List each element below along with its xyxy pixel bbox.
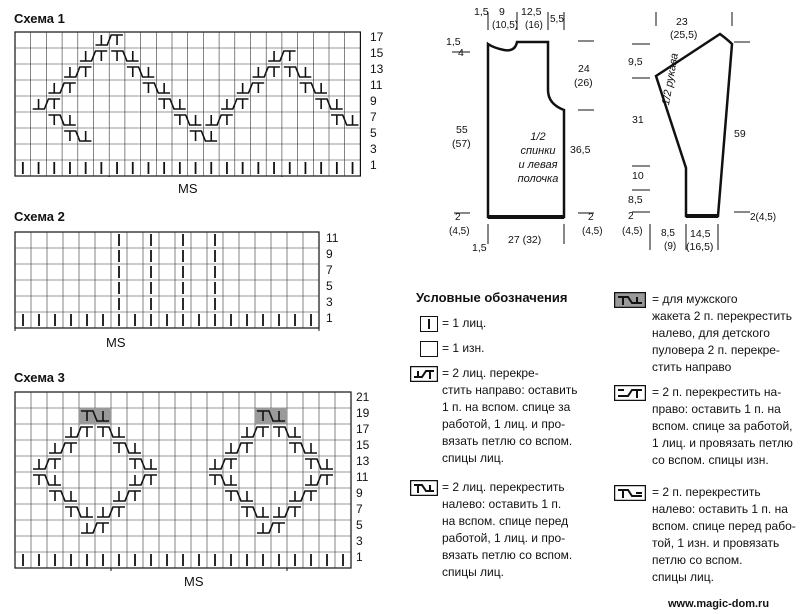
dim-right-b: 36,5 (570, 144, 591, 156)
legend-symbol-cross-right (410, 366, 438, 382)
dim-left-len2: (57) (452, 138, 471, 150)
row-number: 7 (326, 263, 333, 277)
body-label-line: спинки (520, 145, 556, 157)
sleeve-dim-left-a: 9,5 (628, 56, 643, 68)
scheme2-ms-label: MS (106, 335, 126, 350)
dim-top-c: 12,5 (521, 6, 542, 18)
legend-symbol-knit (420, 316, 438, 332)
sleeve-dim-right-bot: 2(4,5) (750, 212, 777, 223)
sleeve-dim-left-b: 31 (632, 114, 644, 126)
sleeve-dim-top2: (25,5) (670, 29, 698, 41)
dim-left-b: 4 (458, 47, 464, 59)
sleeve-dim-bot-b: 14,5 (690, 228, 711, 240)
row-number: 5 (326, 279, 333, 293)
legend-symbol-cross-right-purl (614, 385, 646, 401)
dim-top-b: 9 (499, 6, 505, 18)
dim-right-a2: (26) (574, 77, 593, 89)
dim-bot-left: 2 (455, 212, 461, 223)
dim-top-a: 1,5 (474, 6, 489, 18)
row-number: 3 (356, 534, 363, 548)
row-number: 15 (370, 46, 384, 60)
dim-left-len: 55 (456, 124, 468, 136)
row-number: 11 (326, 231, 339, 245)
row-number: 11 (370, 78, 383, 92)
scheme3-grid (14, 391, 354, 571)
sleeve-dim-bot-b2: (16,5) (686, 241, 714, 253)
legend-text-knit: = 1 лиц. (442, 316, 487, 330)
watermark: www.magic-dom.ru (668, 598, 770, 610)
scheme2-grid (14, 231, 324, 331)
sleeve-label: 1/2 рукава (660, 52, 681, 107)
row-number: 1 (370, 158, 377, 172)
scheme3-title: Схема 3 (14, 370, 65, 385)
row-number: 17 (370, 30, 384, 44)
legend-symbol-cross-gray (614, 292, 646, 308)
scheme2-title: Схема 2 (14, 209, 65, 224)
row-number: 9 (326, 247, 333, 261)
dim-top-b2: (10,5) (492, 20, 519, 31)
row-number: 3 (370, 142, 377, 156)
legend-text-cross-left-purl: = 2 п. перекрестить налево: оставить 1 п. на вспом. спице перед рабо- той, 1 изн. и провязать петлю со вспом. спицы лиц. (652, 485, 796, 584)
row-number: 17 (356, 422, 370, 436)
row-number: 1 (326, 311, 333, 325)
row-number: 7 (370, 110, 377, 124)
row-number: 5 (356, 518, 363, 532)
legend-text-cross-left: = 2 лиц. перекрестить налево: оставить 1 п. на вспом. спице перед работой, 1 лиц. и про- вязать петлю со вспом. спицы лиц. (442, 480, 573, 579)
legend-text-cross-gray: = для мужского жакета 2 п. перекрестить налево, для детского пуловера 2 п. перекре- стить направо (652, 292, 792, 374)
sleeve-dim-left-e: 2 (628, 211, 634, 222)
row-number: 7 (356, 502, 363, 516)
row-number: 5 (370, 126, 377, 140)
dim-right-a: 24 (578, 63, 590, 75)
legend-symbol-purl (420, 341, 438, 357)
row-number: 13 (356, 454, 370, 468)
sleeve-dim-left-e2: (4,5) (622, 226, 643, 237)
legend-text-cross-right: = 2 лиц. перекре- стить направо: оставить 1 п. на вспом. спице за работой, 1 лиц. и про- вязать петлю со вспом. спицы лиц. (442, 366, 578, 465)
legend-symbol-cross-left (410, 480, 438, 496)
sleeve-dim-right-len: 59 (734, 128, 746, 140)
legend-text-cross-right-purl: = 2 п. перекрестить на- право: оставить 1 п. на вспом. спице за работой, 1 лиц. и провязать петлю со вспом. спицы изн. (652, 385, 793, 467)
scheme1-ms-label: MS (178, 181, 198, 196)
dim-top-c2: (16) (525, 20, 543, 31)
sleeve-dim-bot-a2: (9) (664, 241, 677, 252)
sleeve-dim-top: 23 (676, 16, 688, 28)
row-number: 13 (370, 62, 384, 76)
body-label (498, 130, 578, 186)
scheme3-ms-label: MS (184, 574, 204, 589)
sleeve-dim-bot-a: 8,5 (661, 228, 675, 239)
legend-text-purl: = 1 изн. (442, 341, 485, 355)
row-number: 15 (356, 438, 370, 452)
chart-frame (15, 392, 351, 568)
row-number: 19 (356, 406, 370, 420)
dim-top-d: 5,5 (550, 14, 564, 25)
dim-bot-right: 2 (588, 212, 594, 223)
dim-bot-width: 27 (32) (508, 234, 542, 246)
body-label-line: 1/2 (530, 131, 546, 143)
row-number: 11 (356, 470, 369, 484)
row-number: 21 (356, 390, 370, 404)
sleeve-dim-left-c: 10 (632, 170, 644, 182)
legend-heading: Условные обозначения (416, 290, 568, 305)
row-number: 3 (326, 295, 333, 309)
sleeve-dim-left-d: 8,5 (628, 194, 643, 206)
dim-left-a: 1,5 (446, 36, 461, 48)
dim-bot-right2: (4,5) (582, 226, 603, 237)
dim-bot-a: 1,5 (472, 242, 487, 254)
scheme1-grid (14, 31, 364, 177)
body-label-line: полочка (517, 173, 559, 185)
legend-symbol-cross-left-purl (614, 485, 646, 501)
row-number: 9 (356, 486, 363, 500)
dim-bot-left2: (4,5) (449, 226, 470, 237)
row-number: 9 (370, 94, 377, 108)
body-label-line: и левая (518, 159, 558, 171)
row-number: 1 (356, 550, 363, 564)
scheme1-title: Схема 1 (14, 11, 65, 26)
